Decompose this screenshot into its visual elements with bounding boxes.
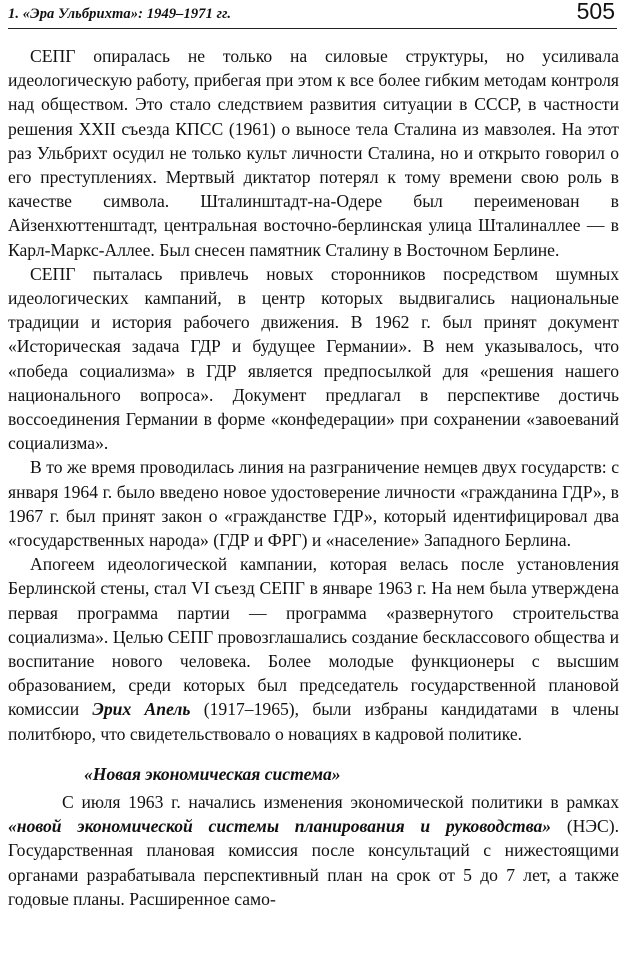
person-name-emphasis: Эрих Апель	[92, 699, 191, 720]
paragraph-4-text-start: Апогеем идеологической кампании, которая велась после установления Берлинской стены, стал VI съезд СЕПГ в январе 1963 г. На нем была утверждена первая программа партии — программа «развернутого строительства социализма». Целью СЕПГ провозглашались создание бесклассового общества и воспитание нового человека. Более молодые функционеры с высшим образованием, среди которых был председатель государственной плановой комиссии	[8, 554, 619, 720]
section-heading: «Новая экономическая система»	[84, 763, 341, 784]
section-paragraph-1	[8, 790, 619, 911]
paragraph-3: В то же время проводилась линия на разграничение немцев двух государств: с января 1964 г. было введено новое удостоверение личности «гражданина ГДР», в 1967 г. был принят закон о «гражданстве ГДР», который идентифицировал два «государственных народа» (ГДР и ФРГ) и «население» Западного Берлина.	[8, 457, 619, 551]
running-head	[8, 0, 617, 29]
term-emphasis: «новой экономической системы планирования и руководства»	[8, 816, 552, 837]
page-body	[8, 44, 619, 911]
paragraph-4	[8, 552, 619, 746]
section-paragraph-text-end: (НЭС). Государственная плановая комиссия после консультаций с нижестоящими органами разрабатывала перспективный план на срок от 5 до 7 лет, а также годовые планы. Расширенное само-	[8, 816, 619, 909]
section-paragraph-text-start: С июля 1963 г. начались изменения экономической политики в рамках	[62, 791, 619, 812]
page-number: 505	[576, 0, 615, 24]
paragraph-4-text-end: (1917–1965), были избраны кандидатами в члены политбюро, что свидетельствовало о новациях в кадровой политике.	[8, 699, 619, 744]
paragraph-2: СЕПГ пыталась привлечь новых сторонников посредством шумных идеологических кампаний, в центр которых выдвигались национальные традиции и история рабочего движения. В 1962 г. был принят документ «Историческая задача ГДР и будущее Германии». В нем указывалось, что «победа социализма» в ГДР является предпосылкой для «решения нашего национального вопроса». Документ предлагал в перспективе достичь воссоединения Германии в форме «конфедерации» при сохранении «завоеваний социализма».	[8, 263, 619, 454]
paragraph-1: СЕПГ опиралась не только на силовые структуры, но усиливала идеологическую работу, прибегая при этом к все более гибким методам контроля над обществом. Это стало следствием развития ситуации в СССР, в частности решения XXII съезда КПСС (1961) о выносе тела Сталина из мавзолея. На этот раз Ульбрихт осудил не только культ личности Сталина, но и открыто говорил о его преступлениях. Мертвый диктатор потерял к тому времени свою роль в качестве символа. Шталинштадт-на-Одере был переименован в Айзенхюттенштадт, центральная восточно-берлинская улица Шталиналлее — в Карл-Маркс-Аллее. Был снесен памятник Сталину в Восточном Берлине.	[8, 46, 619, 260]
running-title: 1. «Эра Ульбрихта»: 1949–1971 гг.	[8, 6, 232, 22]
